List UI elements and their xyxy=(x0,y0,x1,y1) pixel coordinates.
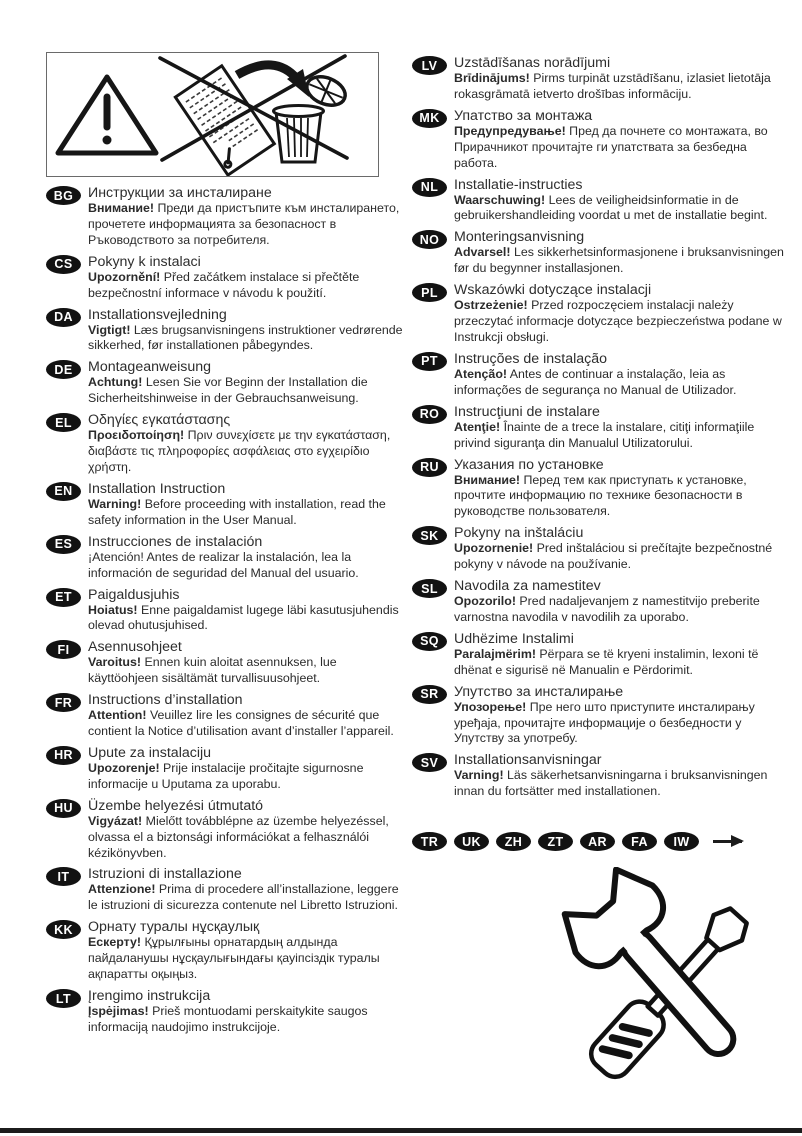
language-entry xyxy=(46,639,404,687)
entry-text-block xyxy=(454,351,788,399)
warning-text: Преди да пристъпите към инсталирането, прочетете информацията за безопасност в Ръководството за потребителя. xyxy=(88,201,400,247)
language-code-badge: IT xyxy=(46,867,81,886)
language-entry xyxy=(46,798,404,862)
entry-title: Montageanweisung xyxy=(88,359,212,376)
entry-title: Istruzioni di installazione xyxy=(88,866,242,883)
entry-text-block xyxy=(88,692,404,740)
entry-body xyxy=(454,647,788,679)
right-column xyxy=(412,55,788,1082)
language-code-badge: SL xyxy=(412,579,447,598)
wrench-icon xyxy=(552,867,767,1082)
entry-title: Instructions d’installation xyxy=(88,692,243,709)
warning-lead: Внимание! xyxy=(454,472,521,487)
warning-text: Mielőtt továbblépne az üzembe helyezéssel, olvassa el a biztonsági információkat a felhasználói kézikönyvben. xyxy=(88,813,389,860)
entry-text-block xyxy=(454,282,788,346)
language-entry xyxy=(412,177,788,225)
tools-illustration xyxy=(552,867,787,1082)
entry-title: Installatie-instructies xyxy=(454,176,583,193)
warning-lead: Varoitus! xyxy=(88,655,142,670)
warning-lead: Warning! xyxy=(88,496,142,511)
entry-body xyxy=(88,1004,404,1036)
entry-body xyxy=(88,323,404,355)
language-entry xyxy=(412,752,788,800)
entry-title: Upute za instalaciju xyxy=(88,744,212,761)
warning-text: Құрылғыны орнатардың алдында пайдаланушы нұсқаулығындағы қауіпсіздік туралы ақпаратты оқыңыз. xyxy=(88,935,380,982)
language-entry xyxy=(46,534,404,582)
entry-title: Instruções de instalação xyxy=(454,350,608,367)
warning-text: Läs säkerhetsanvisningarna i bruksanvisningen innan du fortsätter med installationen. xyxy=(454,768,768,799)
warning-text: Veuillez lire les consignes de sécurité que contient la Notice d’utilisation avant d’installer l’appareil. xyxy=(88,708,394,739)
language-code-badge: PT xyxy=(412,352,447,371)
language-entry xyxy=(46,254,404,302)
entry-title: Упутство за инсталирање xyxy=(454,683,624,700)
entry-title: Pokyny na inštaláciu xyxy=(454,525,584,542)
entry-text-block xyxy=(88,534,404,582)
warning-lead: Upozornenie! xyxy=(454,541,534,556)
warning-text: Prima di procedere all’installazione, leggere le istruzioni di sicurezza contenute nel Libretto Istruzioni. xyxy=(88,882,399,913)
entry-body xyxy=(454,541,788,573)
warning-lead: Atenção! xyxy=(454,366,508,381)
entry-body xyxy=(454,193,788,225)
language-code-badge: ZH xyxy=(496,832,531,851)
entry-text-block xyxy=(88,359,404,407)
entry-body xyxy=(454,420,788,452)
language-entry xyxy=(412,229,788,277)
entry-body xyxy=(88,708,404,740)
warning-lead: Упозорење! xyxy=(454,699,527,714)
entry-title: Paigaldusjuhis xyxy=(88,586,180,603)
language-entry xyxy=(412,55,788,103)
entry-title: Упатство за монтажа xyxy=(454,107,593,124)
entry-body xyxy=(88,550,404,582)
warning-text: Les sikkerhetsinformasjonene i bruksanvisningen før du begynner installasjonen. xyxy=(454,245,784,276)
entry-text-block xyxy=(88,919,404,983)
entry-title: Monteringsanvisning xyxy=(454,229,585,246)
language-code-badge: NL xyxy=(412,178,447,197)
language-code-badge: UK xyxy=(454,832,489,851)
language-entry xyxy=(46,745,404,793)
language-entry xyxy=(412,351,788,399)
language-entry xyxy=(46,185,404,249)
warning-lead: Įspėjimas! xyxy=(88,1004,149,1018)
entry-text-block xyxy=(454,457,788,521)
entry-text-block xyxy=(454,404,788,452)
entry-title: Installationsanvisningar xyxy=(454,752,602,769)
warning-text: Ennen kuin aloitat asennuksen, lue käyttöohjeen sisältämät turvallisuusohjeet. xyxy=(88,655,337,686)
entry-text-block xyxy=(454,752,788,800)
manual-document-icon xyxy=(175,66,274,175)
language-code-badge: RU xyxy=(412,458,447,477)
language-code-badge: EN xyxy=(46,482,81,501)
warning-text: Antes de continuar a instalação, leia as informações de segurança no Manual de Utilizador. xyxy=(454,366,737,397)
warning-text: Pred nadaljevanjem z namestitvijo preberite varnostna navodila v navodilih za uporabo. xyxy=(454,594,760,624)
warning-text: Перед тем как приступать к установке, прочтите информацию по технике безопасности в руководстве пользователя. xyxy=(454,472,747,519)
entry-text-block xyxy=(454,55,788,103)
language-entries-right xyxy=(412,55,788,800)
warning-lead: Vigyázat! xyxy=(88,813,143,828)
entry-body xyxy=(454,473,788,521)
entry-title: Instrucciones de instalación xyxy=(88,533,263,550)
warning-lead: Waarschuwing! xyxy=(454,192,546,207)
language-code-badge: TR xyxy=(412,832,447,851)
entry-body xyxy=(88,882,404,914)
warning-lead: Upozorenje! xyxy=(88,760,160,775)
entry-body xyxy=(454,768,788,800)
entry-body xyxy=(88,375,404,407)
page-bottom-rule xyxy=(0,1128,802,1133)
more-languages-row xyxy=(412,832,752,851)
language-code-badge: RO xyxy=(412,405,447,424)
continue-arrow-icon xyxy=(713,840,742,842)
entry-title: Pokyny k instalaci xyxy=(88,253,201,270)
entry-text-block xyxy=(88,254,404,302)
warning-lead: Предупредување! xyxy=(454,123,566,138)
discard-manual-warning-illustration xyxy=(46,52,379,177)
language-code-badge: NO xyxy=(412,230,447,249)
trash-can-icon xyxy=(274,71,350,162)
warning-text: Lesen Sie vor Beginn der Installation die Sicherheitshinweise in der Gebrauchsanweisung. xyxy=(88,375,368,406)
language-code-badge: FA xyxy=(622,832,657,851)
entry-text-block xyxy=(454,525,788,573)
entry-title: Uzstādīšanas norādījumi xyxy=(454,55,611,71)
left-column xyxy=(46,52,404,1041)
language-entry xyxy=(412,525,788,573)
entry-title: Орнату туралы нұсқаулық xyxy=(88,919,260,936)
entry-text-block xyxy=(454,177,788,225)
warning-text: Пред да почнете со монтажата, во Прирачникот прочитајте ги упатствата за безбедна работа. xyxy=(454,123,768,170)
warning-text: Przed rozpoczęciem instalacji należy przeczytać informacje dotyczące bezpieczeństwa podane w Instrukcji obsługi. xyxy=(454,298,782,344)
warning-text: Пре него што приступите инсталирању уређаја, прочитајте информације о безбедности у Упутству за употребу. xyxy=(454,699,755,746)
warning-lead: Attenzione! xyxy=(88,882,156,897)
entry-body xyxy=(88,655,404,687)
entry-text-block xyxy=(454,229,788,277)
entry-title: Wskazówki dotyczące instalacji xyxy=(454,282,652,299)
warning-text: Lees de veiligheidsinformatie in de gebruikershandleiding voordat u met de installatie begint. xyxy=(454,192,768,223)
language-code-badge: BG xyxy=(46,186,81,205)
language-code-badge: FI xyxy=(46,640,81,659)
entry-title: Указания по установке xyxy=(454,456,604,473)
language-entry xyxy=(412,631,788,679)
language-entry xyxy=(46,919,404,983)
language-code-badge: SQ xyxy=(412,632,447,651)
warning-lead: Achtung! xyxy=(88,375,143,390)
entry-body xyxy=(88,428,404,476)
warning-text: Læs brugsanvisningens instruktioner vedrørende sikkerhed, før installationen påbegyndes. xyxy=(88,322,403,353)
entry-body xyxy=(88,270,404,302)
warning-lead: Внимание! xyxy=(88,201,155,215)
language-entry xyxy=(412,684,788,748)
entry-text-block xyxy=(88,307,404,355)
language-entry xyxy=(46,587,404,635)
entry-body xyxy=(88,814,404,862)
entry-body xyxy=(454,700,788,748)
language-code-badge: AR xyxy=(580,832,615,851)
language-entry xyxy=(46,692,404,740)
language-entry xyxy=(46,412,404,476)
entry-body xyxy=(88,201,404,249)
entry-title: Οδηγίες εγκατάστασης xyxy=(88,412,231,429)
entry-body xyxy=(454,594,788,626)
warning-lead: Paralajmërim! xyxy=(454,646,536,661)
entry-title: Udhëzime Instalimi xyxy=(454,630,574,647)
warning-text: Prije instalacije pročitajte sigurnosne informacije u Uputama za uporabu. xyxy=(88,760,364,791)
language-entry xyxy=(46,307,404,355)
entry-title: Installationsvejledning xyxy=(88,306,227,323)
language-entry xyxy=(412,108,788,172)
entry-body xyxy=(88,761,404,793)
entry-title: Navodila za namestitev xyxy=(454,578,601,595)
language-code-badge: FR xyxy=(46,693,81,712)
warning-text: ¡Atención! Antes de realizar la instalación, lea la información de seguridad del Manual del usuario. xyxy=(88,549,359,580)
entry-text-block xyxy=(454,631,788,679)
language-entry xyxy=(46,988,404,1036)
entry-text-block xyxy=(88,745,404,793)
language-code-badge: ES xyxy=(46,535,81,554)
warning-illustration-svg xyxy=(47,53,378,176)
warning-text: Pirms turpināt uzstādīšanu, izlasiet lietotāja rokasgrāmatā ietverto drošības informāciju. xyxy=(454,71,771,101)
warning-lead: Προειδοποίηση! xyxy=(88,428,185,443)
entry-text-block xyxy=(88,412,404,476)
entry-text-block xyxy=(88,866,404,914)
entry-text-block xyxy=(454,108,788,172)
entry-title: Asennusohjeet xyxy=(88,639,182,656)
warning-lead: Opozorilo! xyxy=(454,594,516,609)
language-entry xyxy=(412,578,788,626)
language-entry xyxy=(412,404,788,452)
language-code-badge: LT xyxy=(46,989,81,1008)
language-code-badge: SV xyxy=(412,753,447,772)
entry-text-block xyxy=(88,639,404,687)
entry-body xyxy=(454,367,788,399)
entry-text-block xyxy=(454,684,788,748)
warning-lead: Ostrzeżenie! xyxy=(454,298,528,313)
language-code-badge: ET xyxy=(46,588,81,607)
entry-body xyxy=(88,935,404,983)
exclamation-dot xyxy=(103,136,112,145)
warning-lead: Hoiatus! xyxy=(88,602,138,617)
language-code-badge: MK xyxy=(412,109,447,128)
throw-away-arrow xyxy=(237,65,297,79)
language-code-badge: KK xyxy=(46,920,81,939)
entry-text-block xyxy=(88,481,404,529)
warning-lead: Varning! xyxy=(454,768,504,783)
warning-text: Pred inštaláciou si prečítajte bezpečnostné pokyny v návode na používanie. xyxy=(454,541,773,572)
warning-lead: Attention! xyxy=(88,708,147,723)
language-code-badge: SK xyxy=(412,526,447,545)
entry-text-block xyxy=(88,798,404,862)
warning-text: Përpara se të kryeni instalimin, lexoni të dhënat e sigurisë në Manualin e Përdorimit. xyxy=(454,646,759,677)
entry-title: Instrucţiuni de instalare xyxy=(454,403,600,420)
language-code-badge: ZT xyxy=(538,832,573,851)
entry-body xyxy=(454,245,788,277)
entry-body xyxy=(88,603,404,635)
warning-lead: Brīdinājums! xyxy=(454,71,530,85)
language-code-badge: EL xyxy=(46,413,81,432)
entry-title: Инструкции за инсталиране xyxy=(88,185,272,201)
entry-text-block xyxy=(454,578,788,626)
warning-text: Před začátkem instalace si přečtěte bezpečnostní informace v návodu k použití. xyxy=(88,269,360,300)
language-entries-left xyxy=(46,185,404,1036)
wrench-screwdriver-icon xyxy=(552,867,787,1082)
language-entry xyxy=(46,481,404,529)
language-code-badge: IW xyxy=(664,832,699,851)
language-code-badge: DE xyxy=(46,360,81,379)
warning-lead: Ескерту! xyxy=(88,935,142,950)
entry-title: Įrengimo instrukcija xyxy=(88,988,211,1004)
language-code-badge: HU xyxy=(46,799,81,818)
warning-text: Înainte de a trece la instalare, citiţi informaţiile privind siguranţa din Manualul Utilizatorului. xyxy=(454,419,755,450)
language-code-badge: LV xyxy=(412,56,447,75)
language-entry xyxy=(412,457,788,521)
warning-lead: Atenţie! xyxy=(454,419,501,434)
entry-title: Üzembe helyezési útmutató xyxy=(88,797,264,814)
warning-lead: Vigtigt! xyxy=(88,322,131,337)
warning-lead: Advarsel! xyxy=(454,245,511,260)
entry-body xyxy=(454,71,788,103)
language-code-badge: HR xyxy=(46,746,81,765)
entry-body xyxy=(454,124,788,172)
warning-text: Πριν συνεχίσετε με την εγκατάσταση, διαβάστε τις πληροφορίες ασφάλειας στο εγχειρίδιο χρήστη. xyxy=(88,428,391,474)
warning-text: Before proceeding with installation, read the safety information in the User Manual. xyxy=(88,496,386,527)
language-code-badge: DA xyxy=(46,308,81,327)
language-entry xyxy=(46,359,404,407)
language-entry xyxy=(46,866,404,914)
warning-lead: Upozornění! xyxy=(88,269,161,284)
language-code-badge: SR xyxy=(412,685,447,704)
more-language-badges xyxy=(412,832,699,851)
warning-text: Enne paigaldamist lugege läbi kasutusjuhendis olevad ohutusjuhised. xyxy=(88,602,399,633)
entry-text-block xyxy=(88,587,404,635)
warning-text: Prieš montuodami perskaitykite saugos informaciją naudojimo instrukcijoje. xyxy=(88,1004,368,1034)
entry-body xyxy=(454,298,788,346)
entry-text-block xyxy=(88,988,404,1036)
entry-text-block xyxy=(88,185,404,249)
entry-title: Installation Instruction xyxy=(88,480,226,497)
language-code-badge: PL xyxy=(412,283,447,302)
language-code-badge: CS xyxy=(46,255,81,274)
language-entry xyxy=(412,282,788,346)
entry-body xyxy=(88,497,404,529)
